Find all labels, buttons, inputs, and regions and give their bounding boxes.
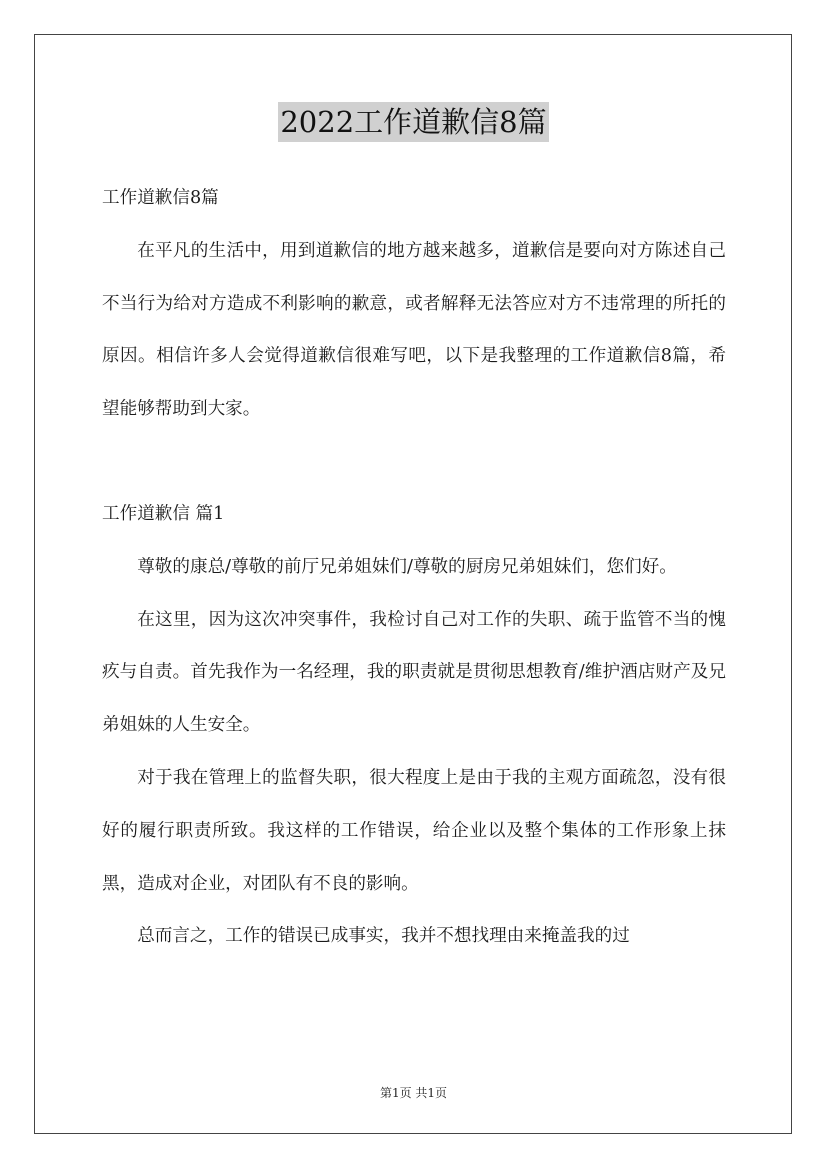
intro-paragraph: 在平凡的生活中，用到道歉信的地方越来越多，道歉信是要向对方陈述自己不当行为给对方造成不利影响的歉意，或者解释无法答应对方不违常理的所托的原因。相信许多人会觉得道歉信很难写吧，以下是我整理的工作道歉信8篇，希望能够帮助到大家。 (102, 240, 726, 420)
document-body (102, 172, 726, 963)
section-spacer (102, 436, 726, 488)
document-title: 2022工作道歉信8篇 (278, 102, 548, 142)
page-number-label: 第1页 共1页 (379, 1086, 448, 1100)
body-paragraph: 总而言之，工作的错误已成事实，我并不想找理由来掩盖我的过 (137, 926, 630, 947)
body-paragraph: 在这里，因为这次冲突事件，我检讨自己对工作的失职、疏于监管不当的愧疚与自责。首先我作为一名经理，我的职责就是贯彻思想教育/维护酒店财产及兄弟姐妹的人生安全。 (102, 609, 726, 736)
body-paragraph: 对于我在管理上的监督失职，很大程度上是由于我的主观方面疏忽，没有很好的履行职责所致。我这样的工作错误，给企业以及整个集体的工作形象上抹黑，造成对企业，对团队有不良的影响。 (102, 767, 726, 894)
title-wrap (0, 102, 827, 142)
section-heading: 工作道歉信 篇1 (102, 503, 225, 524)
intro-heading: 工作道歉信8篇 (102, 188, 219, 208)
body-paragraph: 尊敬的康总/尊敬的前厅兄弟姐妹们/尊敬的厨房兄弟姐妹们，您们好。 (137, 556, 677, 577)
page-footer (0, 1083, 827, 1103)
